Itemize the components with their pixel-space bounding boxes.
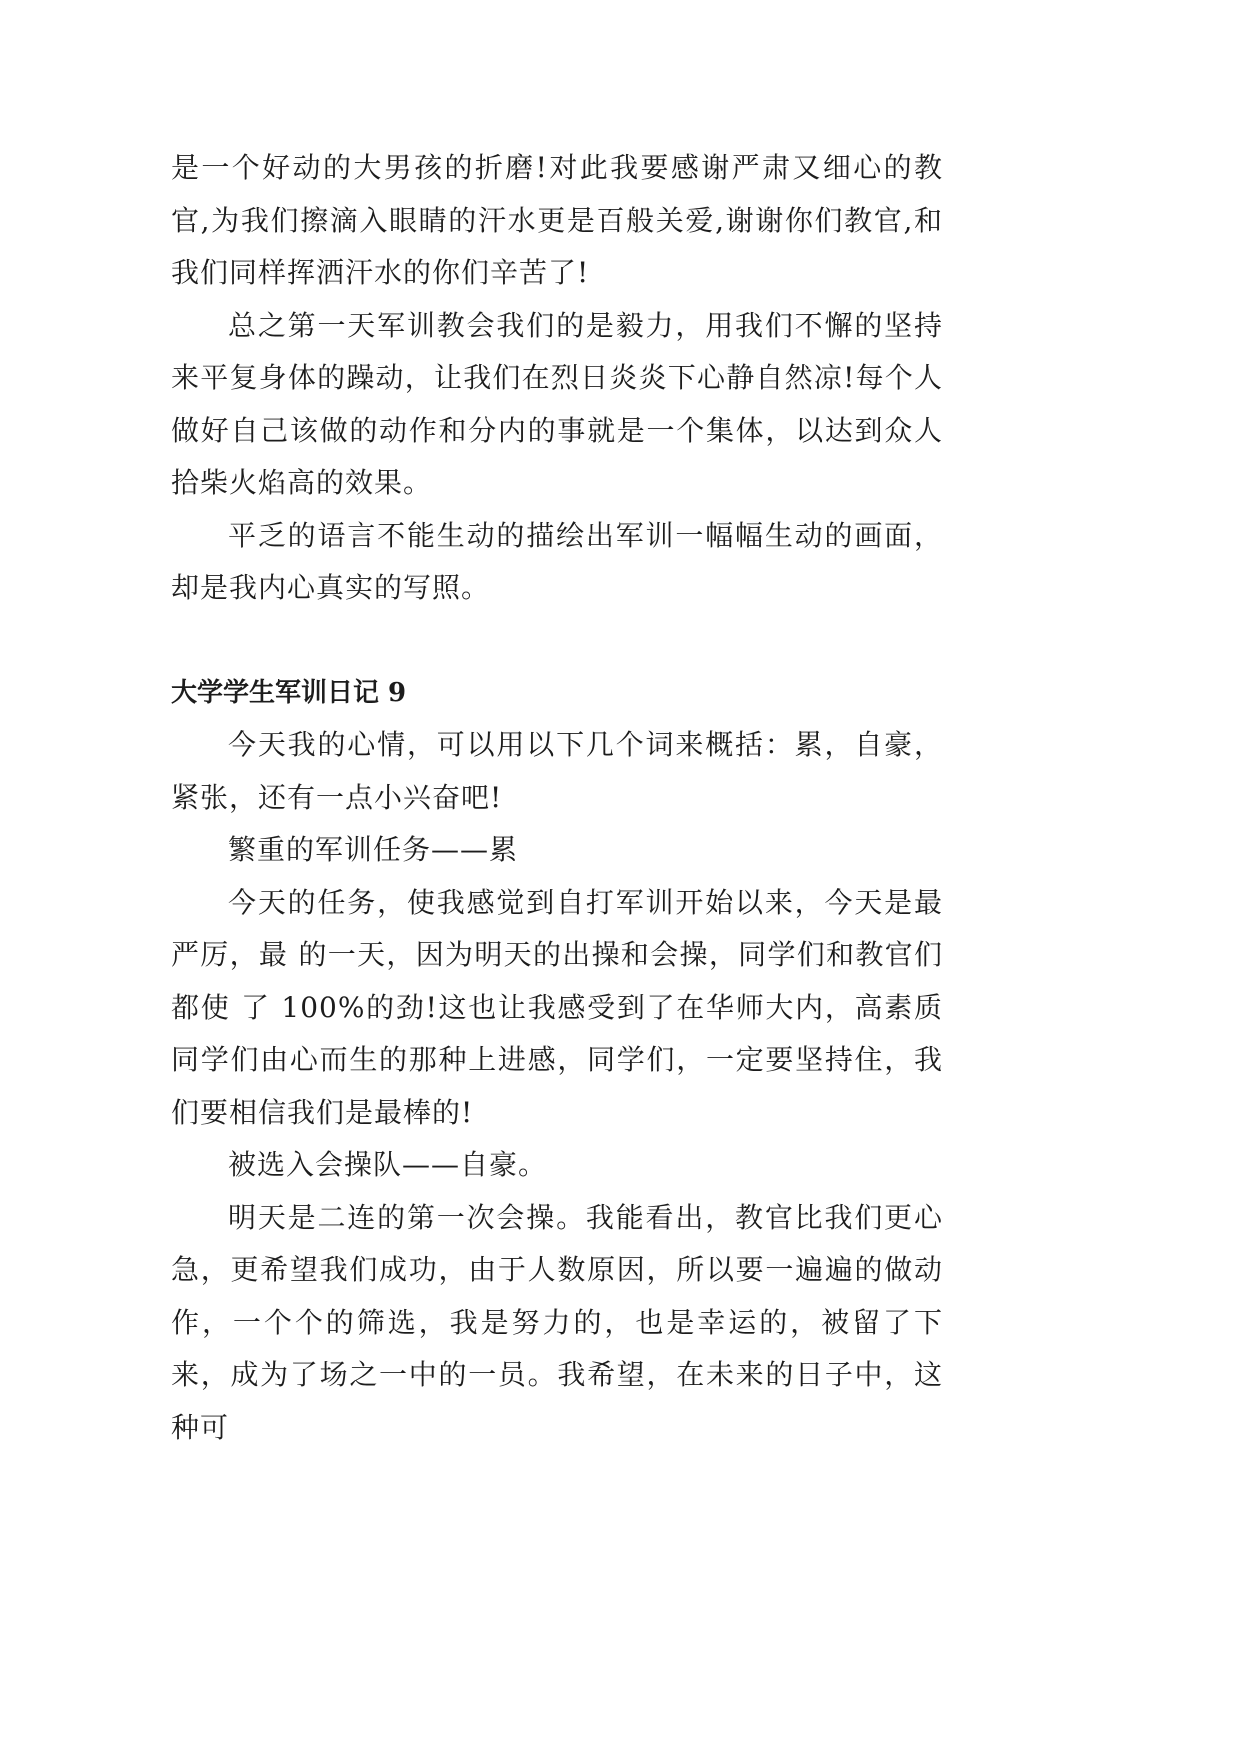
paragraph-mood-intro: 今天我的心情，可以用以下几个词来概括：累，自豪，紧张，还有一点小兴奋吧! [171,728,943,814]
paragraph-summary: 总之第一天军训教会我们的是毅力，用我们不懈的坚持来平复身体的躁动，让我们在烈日炎炎下心静自然凉!每个人做好自己该做的动作和分内的事就是一个集体，以达到众人拾柴火焰高的效果。 [171,308,943,499]
diary-entry-heading: 大学学生军训日记 9 [171,677,407,708]
paragraph-subheading-tired: 繁重的军训任务——累 [228,833,519,866]
paragraph-task-description: 今天的任务，使我感觉到自打军训开始以来，今天是最严厉，最 的一天，因为明天的出操和会操，同学们和教官们都使 了 100%的劲!这也让我感受到了在华师大内，高素质同学们由心而生的那种上进感，同学们，一定要坚持住，我们要相信我们是最棒的! [171,885,943,1129]
document-body [171,142,943,1454]
paragraph-continuation: 是一个好动的大男孩的折磨!对此我要感谢严肃又细心的教官,为我们擦滴入眼睛的汗水更是百般关爱,谢谢你们教官,和我们同样挥洒汗水的你们辛苦了! [171,151,943,289]
paragraph-closing: 平乏的语言不能生动的描绘出军训一幅幅生动的画面，却是我内心真实的写照。 [171,518,943,604]
paragraph-drill-description: 明天是二连的第一次会操。我能看出，教官比我们更心急，更希望我们成功，由于人数原因，所以要一遍遍的做动作，一个个的筛选，我是努力的，也是幸运的，被留了下来，成为了场之一中的一员。我希望，在未来的日子中，这种可 [171,1200,943,1444]
paragraph-subheading-proud: 被选入会操队——自豪。 [228,1148,548,1181]
